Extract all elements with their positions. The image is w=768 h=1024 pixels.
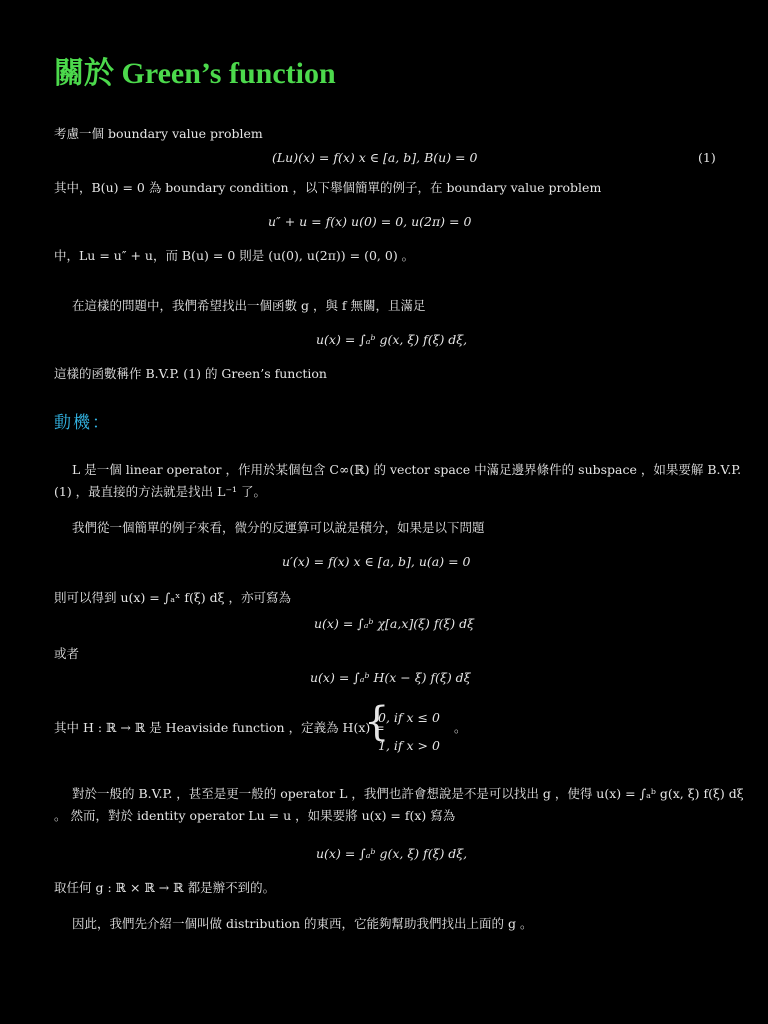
equation-7: u(x) = ∫ₐᵇ g(x, ξ) f(ξ) dξ, bbox=[316, 846, 468, 861]
motivation-heaviside: 其中 H : ℝ → ℝ 是 Heaviside function ，定義為 H(x) = bbox=[54, 720, 385, 735]
motivation-therefore: 因此，我們先介紹一個叫做 distribution 的東西，它能夠幫助我們找出上面的 g 。 bbox=[72, 916, 533, 931]
intro-consider: 考慮一個 boundary value problem bbox=[54, 126, 263, 141]
motivation-p3-line1: 對於一般的 B.V.P. ，甚至是更一般的 operator L ，我們也許會想說是不是可以找出 g ，使得 u(x) = ∫ₐᵇ g(x, ξ) f(ξ) dξ bbox=[72, 786, 744, 801]
heaviside-end: 。 bbox=[454, 720, 467, 735]
equation-5: u(x) = ∫ₐᵇ χ[a,x](ξ) f(ξ) dξ bbox=[314, 616, 474, 631]
heaviside-case-1: 0, if x ≤ 0 bbox=[378, 710, 440, 725]
heaviside-case-2: 1, if x > 0 bbox=[378, 738, 440, 753]
intro-goal: 在這樣的問題中，我們希望找出一個函數 g ，與 f 無關，且滿足 bbox=[72, 298, 426, 313]
motivation-p1-line2: (1) ，最直接的方法就是找出 L⁻¹ 了。 bbox=[54, 484, 267, 499]
intro-called: 這樣的函數稱作 B.V.P. (1) 的 Green’s function bbox=[54, 366, 327, 381]
intro-where-2: 中，Lu = u″ + u，而 B(u) = 0 則是 (u(0), u(2π)) = (0, 0) 。 bbox=[54, 248, 415, 263]
motivation-impossible: 取任何 g : ℝ × ℝ → ℝ 都是辦不到的。 bbox=[54, 880, 276, 895]
cases-brace: { bbox=[364, 699, 390, 745]
equation-3: u(x) = ∫ₐᵇ g(x, ξ) f(ξ) dξ, bbox=[316, 332, 468, 347]
motivation-p3-line2: 。 然而，對於 identity operator Lu = u ，如果要將 u(x) = f(x) 寫為 bbox=[54, 808, 456, 823]
motivation-then: 則可以得到 u(x) = ∫ₐˣ f(ξ) dξ ，亦可寫為 bbox=[54, 590, 291, 605]
motivation-p1-line1: L 是一個 linear operator ，作用於某個包含 C∞(ℝ) 的 vector space 中滿足邊界條件的 subspace ，如果要解 B.V.P. bbox=[72, 462, 742, 477]
equation-4: u′(x) = f(x) x ∈ [a, b], u(a) = 0 bbox=[282, 554, 471, 569]
equation-1: (Lu)(x) = f(x) x ∈ [a, b], B(u) = 0 bbox=[272, 150, 478, 165]
intro-where-1: 其中，B(u) = 0 為 boundary condition ，以下舉個簡單的例子，在 boundary value problem bbox=[54, 180, 602, 195]
section-heading-motivation: 動機： bbox=[54, 413, 111, 433]
page-title: 關於 Green’s function bbox=[54, 57, 336, 90]
equation-2: u″ + u = f(x) u(0) = 0, u(2π) = 0 bbox=[268, 214, 472, 229]
motivation-p2: 我們從一個簡單的例子來看，微分的反運算可以說是積分，如果是以下問題 bbox=[72, 520, 485, 535]
equation-1-number: (1) bbox=[698, 150, 716, 165]
motivation-or: 或者 bbox=[54, 646, 80, 661]
equation-6: u(x) = ∫ₐᵇ H(x − ξ) f(ξ) dξ bbox=[310, 670, 471, 685]
